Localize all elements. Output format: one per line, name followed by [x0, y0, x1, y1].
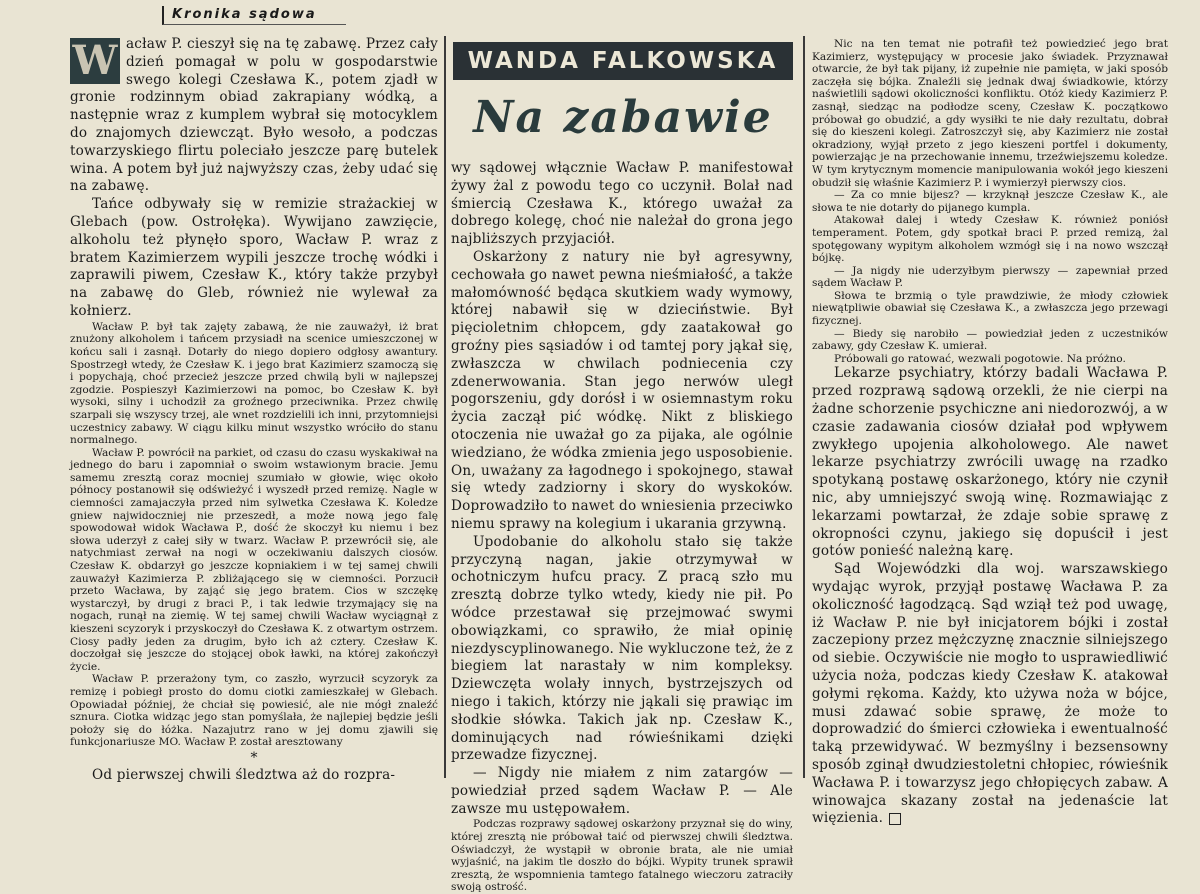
paragraph: — Za co mnie bijesz? — krzyknął jeszcze Czesław K., ale słowa te nie dotarły do pijanego kumpla. [812, 189, 1168, 214]
column-divider-left [444, 36, 446, 778]
column-3 [812, 38, 1168, 827]
paragraph: wy sądowej włącznie Wacław P. manifestował żywy żal z powodu tego co uczynił. Bolał nad śmiercią Czesława K., którego uważał za dobrego kolegę, choć nie należał do grona jego najbliższych przyjaciół. [451, 160, 793, 248]
paragraph: Wacław P. był tak zajęty zabawą, że nie zauważył, iż brat znużony alkoholem i tańcem przysiadł na scenice umieszczonej w końcu sali i zasnął. Dotarły do niego dopiero odgłosy awantury. Spostrzegł wtedy, że Czesław K. i jego brat Kazimierz szamoczą się i popychają, choć przecież jeszcze przed chwilą byli w najlepszej zgodzie. Pospieszył Kazimierzowi na pomoc, bo Czesław K. był wysoki, silny i uchodził za groźnego przeciwnika. Przez chwilę szarpali się wszyscy trzej, ale wnet rozdzielili ich inni, przytomniejsi uczestnicy zabawy. W ciągu kilku minut wszystko wróciło do stanu normalnego. [70, 320, 438, 447]
paragraph: Podczas rozprawy sądowej oskarżony przyznał się do winy, której zresztą nie próbował taić od pierwszej chwili śledztwa. Oświadczył, że wystąpił w obronie brata, ale nie umiał wyjaśnić, na jakim tle doszło do bójki. Wypity trunek sprawił zresztą, że wspomnienia tamtego fatalnego wieczoru zatraciły swoją ostrość. [451, 818, 793, 894]
paragraph: Nic na ten temat nie potrafił też powiedzieć jego brat Kazimierz, występujący w procesie jako świadek. Przyznawał otwarcie, że był tak pijany, iż zupełnie nie pamięta, w jaki sposób zaczęła się bójka. Znaleźli się jednak dwaj świadkowie, którzy naświetlili sądowi okoliczności konfliktu. Otóż kiedy Kazimierz P. zasnął, siedząc na podłodze sceny, Czesław K. początkowo próbował go obudzić, a gdy wysiłki te nie dały rezultatu, dobrał się do kieszeni kolegi. Zatroszczył się, aby Kazimierz nie został okradziony, wyjął przeto z jego kieszeni portfel i dokumenty, powierzając je na przechowanie innemu, trzeźwiejszemu koledze. W tym krytycznym momencie manipulowania wokół jego kieszeni obudził się właśnie Kazimierz P. i wymierzył pierwszy cios. [812, 38, 1168, 189]
section-separator: * [250, 749, 258, 766]
paragraph: Lekarze psychiatry, którzy badali Wacława P. przed rozprawą sądową orzekli, że nie cierpi na żadne schorzenie psychiczne ani niedorozwój, a w czasie zadawania ciosów działał pod wpływem zwykłego upojenia alkoholowego. Ale nawet lekarze psychiatrzy zwrócili uwagę na rzadko spotykaną postawę oskarżonego, który nie czynił nic, aby umniejszyć swoją winę. Rozmawiając z lekarzami powtarzał, że zdaje sobie sprawę z okropności czynu, jakiego się dopuścił i jest gotów ponieść należną karę. [812, 365, 1168, 560]
paragraph: — Nigdy nie miałem z nim zatargów — powiedział przed sądem Wacław P. — Ale zawsze mu ustępowałem. [451, 765, 793, 817]
paragraph: Sąd Wojewódzki dla woj. warszawskiego wydając wyrok, przyjął postawę Wacława P. za okoliczność łagodzącą. Sąd wziął też pod uwagę, iż Wacław P. nie był inicjatorem bójki i został zaczepiony przez mężczyznę znacznie silniejszego od siebie. Oczywiście nie mogło to usprawiedliwić użycia noża, podczas kiedy Czesław K. atakował gołymi rękoma. Każdy, kto używa noża w bójce, musi zdawać sobie sprawę, że może to doprowadzić do śmierci człowieka i ewentualność taką przewidywać. W bezmyślny i bezsensowny sposób zginął dwudziestoletni chłopiec, rówieśnik Wacława P. i towarzysz jego chłopięcych zabaw. A winowajca skazany został na jedenaście lat więzienia. [812, 561, 1168, 827]
column-divider-right [803, 36, 805, 778]
paragraph: Słowa te brzmią o tyle prawdziwie, że młody człowiek niewątpliwie obawiał się Czesława K., a zwłaszcza jego przewagi fizycznej. [812, 289, 1168, 328]
section-header: Kronika sądowa [162, 6, 346, 25]
paragraph: — Ja nigdy nie uderzyłbym pierwszy — zapewniał przed sądem Wacław P. [812, 264, 1168, 290]
paragraph: Wacław P. powrócił na parkiet, od czasu do czasu wyskakiwał na jednego do baru i zapomniał o swoim wstawionym bracie. Jemu samemu zresztą coraz mocniej szumiało w głowie, więc około północy postanowił się odświeżyć i wyszedł przed remizę. Nagle w ciemności zamajaczyła przed nim sylwetka Czesława K. Koledze gniew najwidoczniej nie przeszedł, a może nową jego falę spowodował widok Wacława P., dość że skoczył ku niemu i bez słowa uderzył z całej siły w twarz. Wacław P. przewrócił się, ale natychmiast zerwał na nogi w oczekiwaniu dalszych ciosów. Czesław K. obdarzył go jeszcze kopniakiem i w tej samej chwili zauważył Kazimierza P. zbliżającego się w ciemności. Porzucił przeto Wacława, by zająć się jego bratem. Cios w szczękę wystarczył, by drugi z braci P., i tak ledwie trzymający się na nogach, runął na ziemię. W tej samej chwili Wacław wyciągnął z kieszeni scyzoryk i przyskoczył do Czesława K. z otwartym ostrzem. Ciosy padły jeden za drugim, było ich aż cztery. Czesław K. doczołgał się jeszcze do stojącej obok ławki, na której zakończył życie. [70, 446, 438, 673]
paragraph: W acław P. cieszył się na tę zabawę. Przez cały dzień pomagał w polu w gospodarstwie swego kolegi Czesława K., potem zjadł w gronie rodzinnym obiad zakrapiany wódką, a następnie wraz z kumplem wybrał się motocyklem do znajomych dziewcząt. Było wesoło, a podczas towarzyskiego flirtu poleciało jeszcze parę butelek wina. A potem był już najwyższy czas, żeby udać się na zabawę. [70, 36, 439, 195]
paragraph: — Biedy się narobiło — powiedział jeden z uczestników zabawy, gdy Czesław K. umierał. [812, 327, 1168, 353]
paragraph: Próbowali go ratować, wezwali pogotowie. Na próżno. [834, 352, 1126, 365]
paragraph: Od pierwszej chwili śledztwa aż do rozpra- [92, 766, 396, 783]
dropcap: W [70, 38, 120, 84]
end-mark-icon [889, 813, 901, 825]
paragraph: Atakował dalej i wtedy Czesław K. również poniósł temperament. Potem, gdy spotkał braci P. przed remizą, żal spotęgowany wypitym alkoholem wzmógł się i na nowo wszczął bójkę. [812, 214, 1168, 265]
paragraph: Wacław P. przerażony tym, co zaszło, wyrzucił scyzoryk za remizę i pobiegł prosto do domu ciotki zamieszkałej w Glebach. Opowiadał później, że chciał się powiesić, ale nie mógł znaleźć sznura. Ciotka widząc jego stan pomyślała, że najlepiej będzie jeśli położy się do łóżka. Nazajutrz rano w jej domu zjawili się funkcjonariusze MO. Wacław P. został aresztowany [70, 673, 438, 749]
paragraph: Tańce odbywały się w remizie strażackiej w Glebach (pow. Ostrołęka). Wywijano zawzięcie, alkoholu też płynęło sporo, Wacław P. wraz z bratem Kazimierzem wypili jeszcze trochę wódki i zaprawili piwem, Czesław K., który także przybył na zabawę do Gleb, również nie wylewał za kołnierz. [70, 196, 438, 319]
article-title: Na zabawie [473, 92, 773, 143]
paragraph: Oskarżony z natury nie był agresywny, cechowała go nawet pewna nieśmiałość, a także małomówność będąca skutkiem wady wymowy, której nabawił się w dzieciństwie. Był pięcioletnim chłopcem, gdy zaatakował go groźny pies sąsiadów i od tamtej pory jąkał się, zwłaszcza w chwilach podniecenia czy zdenerwowania. Stan jego nerwów uległ pogorszeniu, gdy dorósł i w osiemnastym roku życia zaczął pić wódkę. Nikt z bliskiego otoczenia nie uważał go za pijaka, ale ogólnie wiedziano, że wódka zmienia jego usposobienie. On, uważany za łagodnego i spokojnego, stawał się wtedy zadziorny i skory do wyskoków. Doprowadziło to nawet do wniesienia przeciwko niemu sprawy na kolegium i ukarania grzywną. [451, 248, 793, 532]
column-1 [70, 36, 439, 783]
author-banner: WANDA FALKOWSKA [453, 42, 793, 80]
column-2 [451, 160, 793, 894]
paragraph: Upodobanie do alkoholu stało się także przyczyną nagan, jakie otrzymywał w ochotniczym hufcu pracy. Z pracą szło mu zresztą dobrze tylko wtedy, kiedy nie pił. Po wódce przestawał się przejmować swymi obowiązkami, co sprawiło, że miał opinię niezdyscyplinowanego. Nie wykluczone też, że z biegiem lat narastały w nim kompleksy. Dziewczęta wolały innych, bystrzejszych od niego i takich, którzy nie jąkali się prawiąc im słodkie słówka. Takich jak np. Czesław K., dominujących nad rówieśnikami dzięki przewadze fizycznej. [451, 533, 793, 764]
